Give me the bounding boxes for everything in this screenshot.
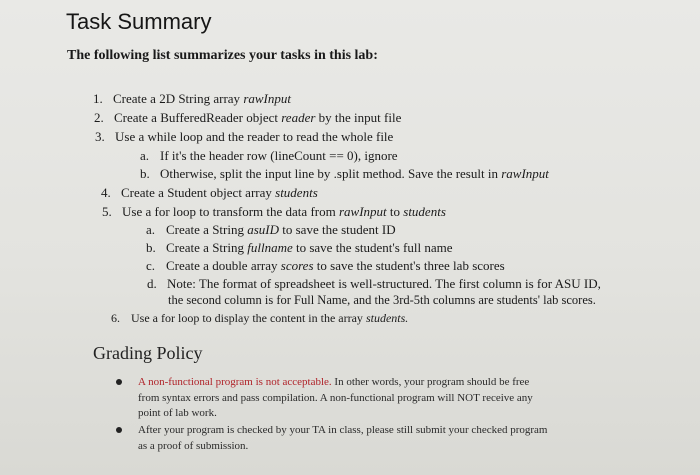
task-emphasis: rawInput <box>338 204 387 219</box>
task-subitem-5c <box>146 258 505 274</box>
task-subitem-5a <box>146 222 396 238</box>
subitem-label: b. <box>140 166 150 181</box>
task-text: Use a for loop to display the content in the array <box>131 311 366 325</box>
task-subitem-3a <box>140 148 398 164</box>
grading-bullet-1-line-3: point of lab work. <box>138 407 217 419</box>
task-number: 1. <box>93 91 103 106</box>
subitem-text-tail: to save the student ID <box>279 222 396 237</box>
subitem-emphasis: fullname <box>247 240 293 255</box>
subitem-label: a. <box>146 222 156 237</box>
task-text: Create a 2D String array <box>113 91 244 106</box>
task-number: 3. <box>95 129 105 144</box>
task-emphasis: rawInput <box>243 91 291 106</box>
subitem-label: a. <box>140 148 150 163</box>
task-subitem-5b <box>146 240 453 256</box>
grading-bullet-2-line-2: as a proof of submission. <box>138 440 249 452</box>
task-emphasis: students. <box>365 311 409 325</box>
subitem-text: Create a double array <box>166 258 281 273</box>
grading-text: In other words, your program should be free <box>331 376 530 388</box>
task-item-1 <box>93 91 291 107</box>
subitem-label: d. <box>147 276 157 291</box>
task-text: Use a while loop and the reader to read the whole file <box>115 129 394 144</box>
task-emphasis: reader <box>281 110 316 125</box>
grading-bullet-1 <box>116 376 529 388</box>
intro-text: The following list summarizes your tasks in this lab: <box>67 48 378 63</box>
task-text-tail: by the input file <box>315 110 402 125</box>
task-emphasis: students <box>275 185 318 200</box>
task-subitem-5d-continued: the second column is for Full Name, and the 3rd-5th columns are students' lab scores. <box>168 293 596 307</box>
grading-text: After your program is checked by your TA in class, please still submit your checked program <box>138 424 548 436</box>
task-text-mid: to <box>386 204 404 219</box>
subitem-text: Otherwise, split the input line by .split method. Save the result in <box>160 166 502 181</box>
task-number: 2. <box>94 110 104 125</box>
subitem-label: b. <box>146 240 156 255</box>
grading-policy-heading: Grading Policy <box>93 343 203 363</box>
task-number: 6. <box>111 311 120 325</box>
grading-warning: A non-functional program is not acceptable. <box>138 376 332 388</box>
grading-bullet-1-line-2: from syntax errors and pass compilation. A non-functional program will NOT receive any <box>138 392 533 404</box>
task-item-2 <box>94 110 401 126</box>
task-text: Create a Student object array <box>121 185 276 200</box>
task-subitem-5d <box>147 276 601 292</box>
task-item-6 <box>111 311 408 326</box>
task-subitem-3b <box>140 166 549 182</box>
subitem-label: c. <box>146 258 156 273</box>
page-title: Task Summary <box>66 9 212 34</box>
subitem-text: If it's the header row (lineCount == 0), ignore <box>160 148 398 163</box>
subitem-text-tail: to save the student's three lab scores <box>313 258 505 273</box>
task-item-5 <box>102 204 446 220</box>
subitem-text: Create a String <box>166 240 248 255</box>
task-text: Use a for loop to transform the data from <box>122 204 339 219</box>
task-number: 4. <box>101 185 111 200</box>
subitem-text: Note: The format of spreadsheet is well-structured. The first column is for ASU ID, <box>167 276 601 291</box>
subitem-text: Create a String <box>166 222 248 237</box>
task-item-3 <box>95 129 393 145</box>
bullet-icon <box>116 427 122 433</box>
subitem-emphasis: scores <box>280 258 314 273</box>
task-text: Create a BufferedReader object <box>114 110 282 125</box>
task-number: 5. <box>102 204 112 219</box>
grading-bullet-2 <box>116 424 547 436</box>
task-item-4 <box>101 185 318 201</box>
subitem-emphasis: rawInput <box>501 166 549 181</box>
subitem-emphasis: asuID <box>247 222 280 237</box>
bullet-icon <box>116 379 122 385</box>
task-emphasis: students <box>403 204 446 219</box>
subitem-text-tail: to save the student's full name <box>292 240 453 255</box>
